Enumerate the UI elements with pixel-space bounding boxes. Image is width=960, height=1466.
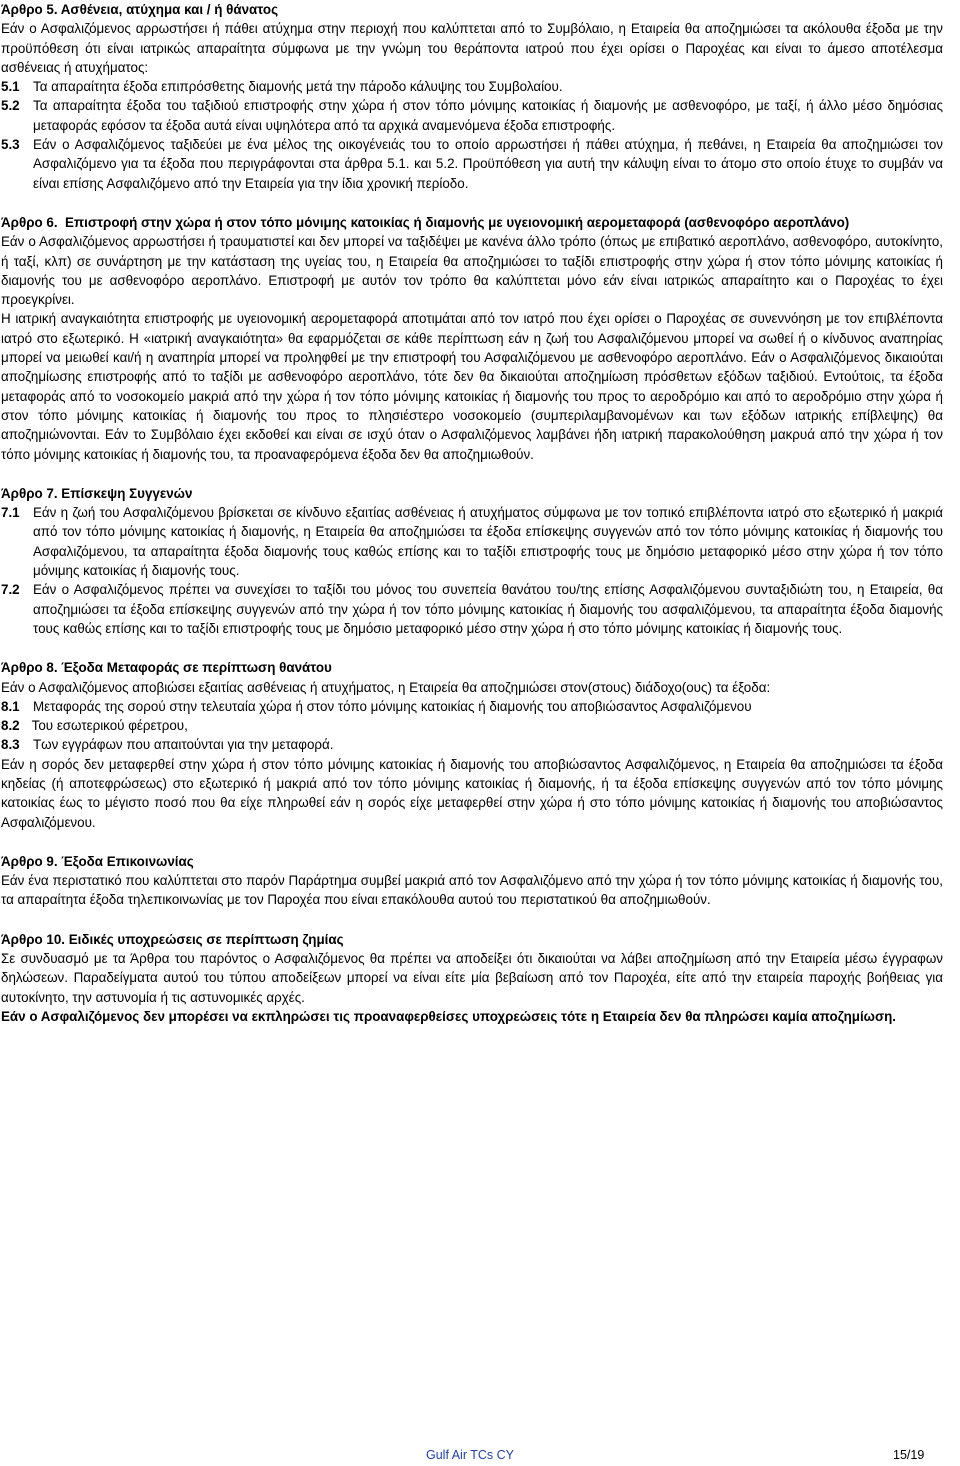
clause-text: Εάν ο Ασφαλιζόμενος ταξιδεύει με ένα μέλος της οικογένειάς του το οποίο αρρωστήσει ή πάθει ατύχημα, ή πεθάνει, η Εταιρεία θα αποζημιώσει τον Ασφαλιζόμενο για τα έξοδα που περιγράφονται στα άρθρα 5.1. και 5.2. Προϋπόθεση για αυτή την κάλυψη είναι το άτομο στο οποίο έτυχε το συμβάν να είναι επίσης Ασφαλιζόμενο από την Εταιρεία για την ίδια χρονική περίοδο.	[33, 137, 943, 191]
clause-8-2	[1, 716, 943, 735]
article-8-intro: Εάν ο Ασφαλιζόμενος αποβιώσει εξαιτίας ασθένειας ή ατυχήματος, η Εταιρεία θα αποζημιώσει στον(στους) διάδοχο(ους) τα έξοδα:	[1, 679, 771, 695]
clause-text: Του εσωτερικού φέρετρου,	[31, 718, 188, 734]
document-body	[1, 0, 943, 1026]
article-8-heading: Άρθρο 8. Έξοδα Μεταφοράς σε περίπτωση θανάτου	[1, 660, 332, 676]
article-5-intro: Εάν ο Ασφαλιζόμενος αρρωστήσει ή πάθει ατύχημα στην περιοχή που καλύπτεται από το Συμβόλαιο, η Εταιρεία θα αποζημιώσει τα ακόλουθα έξοδα με την προϋπόθεση ότι είναι ιατρικώς απαραίτητα σύμφωνα με την γνώμη του θεράποντα ιατρού που έχει ορίσει ο Παροχέας και είναι το άμεσο αποτέλεσμα ασθένειας ή ατυχήματος:	[1, 21, 943, 75]
clause-text: Εάν η ζωή του Ασφαλιζόμενου βρίσκεται σε κίνδυνο εξαιτίας ασθένειας ή ατυχήματος σύμφωνα με τον τοπικό επιβλέποντα ιατρό στο εξωτερικό ή μακριά από τον τόπο μόνιμης κατοικίας ή διαμονής, η Εταιρεία θα αποζημιώσει τα έξοδα επίσκεψης συγγενών από τον τόπο μόνιμης κατοικίας ή διαμονής του Ασφαλιζόμενου, τα απαραίτητα έξοδα διαμονής τους καθώς επίσης και το ταξίδι επιστροφής τους με δημόσιο μεταφορικό μέσο στην χώρα ή τον τόπο μόνιμης κατοικίας ή διαμονής τους.	[33, 505, 943, 579]
clause-text: Μεταφοράς της σορού στην τελευταία χώρα ή στον τόπο μόνιμης κατοικίας ή διαμονής του αποβιώσαντος Ασφαλιζόμενου	[33, 698, 752, 714]
clause-5-1	[1, 77, 943, 96]
clause-8-3	[1, 735, 943, 754]
article-6-heading-prefix: Άρθρο 6.	[1, 214, 58, 230]
clause-number: 8.3	[1, 737, 20, 753]
article-10-heading: Άρθρο 10. Ειδικές υποχρεώσεις σε περίπτωση ζημίας	[1, 931, 344, 947]
footer-document-name: Gulf Air TCs CY	[426, 1448, 514, 1462]
clause-text: Των εγγράφων που απαιτούνται για την μεταφορά.	[33, 737, 334, 753]
article-9-text: Εάν ένα περιστατικό που καλύπτεται στο παρόν Παράρτημα συμβεί μακριά από τον Ασφαλιζόμενο από την χώρα ή τον τόπο μόνιμης κατοικίας ή διαμονής του, τα απαραίτητα έξοδα τηλεπικοινωνίας με τον Παροχέα που είναι επακόλουθα αυτού του περιστατικού θα αποζημιωθούν.	[1, 873, 943, 908]
clause-number: 7.1	[1, 505, 20, 521]
clause-text: Τα απαραίτητα έξοδα επιπρόσθετης διαμονής μετά την πάροδο κάλυψης του Συμβολαίου.	[33, 79, 563, 95]
clause-5-3	[1, 135, 943, 193]
clause-7-1	[1, 503, 943, 580]
article-8-outro: Εάν η σορός δεν μεταφερθεί στην χώρα ή στον τόπο μόνιμης κατοικίας ή διαμονής του αποβιώσαντος Ασφαλιζόμενος, η Εταιρεία θα αποζημιώσει τα έξοδα κηδείας (ή αποτεφρώσεως) στο εξωτερικό ή μακριά από τον τόπο μόνιμης κατοικίας ή διαμονής, ή τα έξοδα επίσκεψης συγγενών από τον τόπο μόνιμης κατοικίας έως το μέγιστο ποσό που θα είχε πληρωθεί εάν η σορός είχε μεταφερθεί στην χώρα ή στο τόπο μόνιμης κατοικίας ή διαμονής του αποβιώσαντος Ασφαλιζόμενου.	[1, 756, 943, 830]
article-6-heading	[1, 213, 943, 232]
article-7-heading: Άρθρο 7. Επίσκεψη Συγγενών	[1, 485, 193, 501]
clause-7-2	[1, 580, 943, 638]
clause-number: 5.1	[1, 79, 20, 95]
article-6-heading-title: Επιστροφή στην χώρα ή στον τόπο μόνιμης κατοικίας ή διαμονής με υγειονομική αερομεταφορά (ασθενοφόρο αεροπλάνο)	[65, 214, 850, 230]
article-10-text: Σε συνδυασμό με τα Άρθρα του παρόντος ο Ασφαλιζόμενος θα πρέπει να αποδείξει ότι δικαιούται να λάβει αποζημίωση από την Εταιρεία μέσω έγγραφων δηλώσεων. Παραδείγματα αυτού του τύπου αποδείξεων μπορεί να είναι είτε μία βεβαίωση από τον Παροχέα, είτε από την εταιρεία παροχής βοήθειας για αυτοκίνητο, την αστυνομία ή τις αστυνομικές αρχές.	[1, 951, 943, 1005]
clause-text: Τα απαραίτητα έξοδα του ταξιδιού επιστροφής στην χώρα ή στον τόπο μόνιμης κατοικίας ή διαμονής με ασθενοφόρο, με ταξί, ή άλλο μέσο δημόσιας μεταφοράς εφόσον τα έξοδα αυτά είναι υψηλότερα από τα αρχικά αναμενόμενα έξοδα επιστροφής.	[33, 98, 943, 133]
footer-page-number: 15/19	[893, 1448, 925, 1462]
article-9-heading: Άρθρο 9. Έξοδα Επικοινωνίας	[1, 853, 194, 869]
clause-8-1	[1, 697, 943, 716]
clause-5-2	[1, 96, 943, 135]
article-6-para-1: Εάν ο Ασφαλιζόμενος αρρωστήσει ή τραυματιστεί και δεν μπορεί να ταξιδέψει με κανένα άλλο τρόπο (όπως με επιβατικό αεροπλάνο, ασθενοφόρο, αυτοκίνητο, ή ταξί, κλπ) σε συνάρτηση με την κατάσταση της υγείας του, η Εταιρεία θα αποζημιώσει το ταξίδι επιστροφής στην χώρα ή στον τόπο μόνιμης κατοικίας ή διαμονής του με ασθενοφόρο αεροπλάνο. Επιστροφή με αυτόν τον τρόπο θα καλύπτεται μόνο εάν είναι ιατρικώς απαραίτητο και ο Παροχέας το έχει προεγκρίνει.	[1, 234, 943, 308]
clause-number: 5.2	[1, 98, 20, 114]
article-5-heading: Άρθρο 5. Ασθένεια, ατύχημα και / ή θάνατος	[1, 2, 279, 17]
clause-text: Εάν ο Ασφαλιζόμενος πρέπει να συνεχίσει το ταξίδι του μόνος του συνεπεία θανάτου του/της επίσης Ασφαλιζόμενου συνταξιδιώτη του, η Εταιρεία, θα αποζημιώσει τα έξοδα επίσκεψης συγγενών από την χώρα ή τον τόπο μόνιμης κατοικίας ή διαμονής του ασφαλιζόμενου, τα απαραίτητα έξοδα διαμονής τους καθώς επίσης και το ταξίδι επιστροφής τους με δημόσιο μεταφορικό μέσο στην χώρα ή στο τόπο μόνιμης κατοικίας ή διαμονής τους.	[33, 582, 943, 636]
clause-number: 7.2	[1, 582, 20, 598]
article-10-bold-text: Εάν ο Ασφαλιζόμενος δεν μπορέσει να εκπληρώσει τις προαναφερθείσες υποχρεώσεις τότε η Εταιρεία δεν θα πληρώσει καμία αποζημίωση.	[1, 1008, 897, 1024]
clause-number: 8.1	[1, 698, 20, 714]
clause-number: 5.3	[1, 137, 20, 153]
article-6-para-2: Η ιατρική αναγκαιότητα επιστροφής με υγειονομική αερομεταφορά αποτιμάται από τον ιατρό που έχει ορίσει ο Παροχέας σε συνεννόηση με τον επιβλέποντα ιατρό στο εξωτερικό. Η «ιατρική αναγκαιότητα» θα εφαρμόζεται σε κάθε περίπτωση εάν η ζωή του Ασφαλιζόμενου μπορεί να σωθεί ή ο κίνδυνος αναπηρίας μπορεί να μειωθεί και/ή η αναπηρία μπορεί να προληφθεί με την επιστροφή του Ασφαλιζόμενου με ασθενοφόρο αεροπλάνο. Εάν ο Ασφαλιζόμενος δικαιούται αποζημίωσης επιστροφής από το ταξίδι με ασθενοφόρο αεροπλάνο, τότε δεν θα δικαιούται αποζημίωση πρόσθετων εξόδων ταξιδιού. Εντούτοις, τα έξοδα μεταφοράς από το νοσοκομείο μακριά από την χώρα ή τον τόπο μόνιμης κατοικίας ή διαμονής του προς το αεροδρόμιο και από το αεροδρόμιο στην χώρα ή στον τόπο μόνιμης κατοικίας ή διαμονής του προς το πλησιέστερο νοσοκομείο (συμπεριλαμβανομένων και των εξόδων ιατρικής επίβλεψης) θα αποζημιώνονται. Εάν το Συμβόλαιο έχει εκδοθεί και είναι σε ισχύ όταν ο Ασφαλιζόμενος λαμβάνει ήδη ιατρική παρακολούθηση μακρυά από την χώρα ή τον τόπο μόνιμης κατοικίας ή διαμονής του, τα προαναφερόμενα έξοδα δεν θα αποζημιωθούν.	[1, 311, 943, 462]
clause-number: 8.2	[1, 718, 20, 734]
